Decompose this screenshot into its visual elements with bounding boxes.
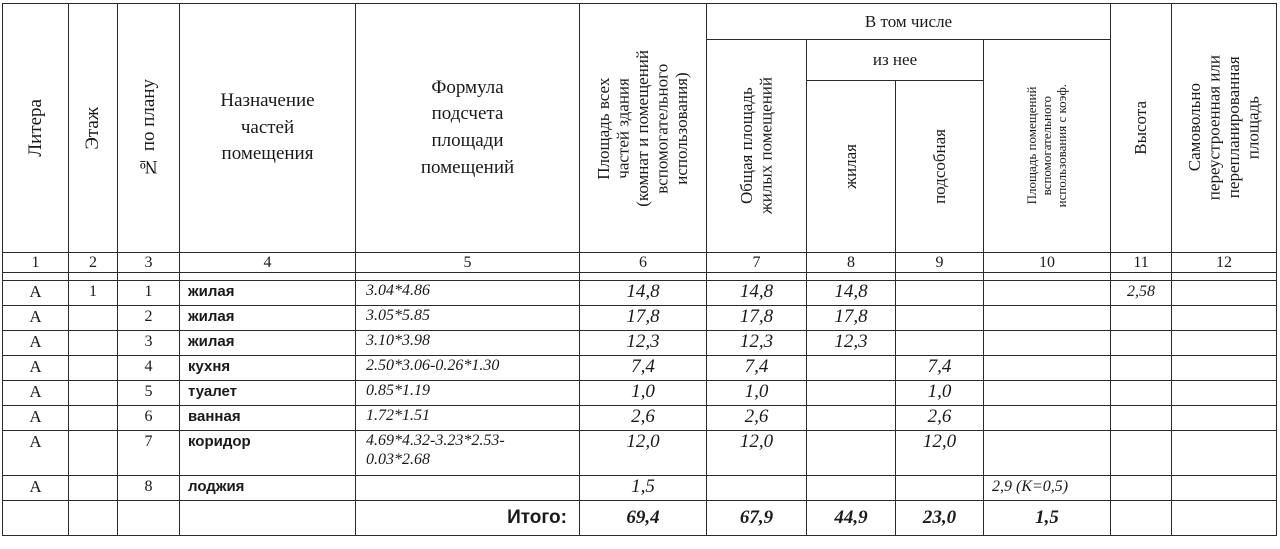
cell-total-area: 17,8 <box>580 306 707 331</box>
cell-aux: 7,4 <box>896 356 984 381</box>
table-row <box>3 406 1277 431</box>
col-number: 6 <box>580 253 707 273</box>
cell-coef <box>984 281 1111 306</box>
cell-litera: А <box>3 406 69 431</box>
cell-formula: 1.72*1.51 <box>356 406 580 431</box>
cell-living-total: 7,4 <box>707 356 807 381</box>
cell-living <box>807 356 896 381</box>
totals-aux: 23,0 <box>896 501 984 536</box>
col-number: 4 <box>180 253 356 273</box>
cell-aux <box>896 281 984 306</box>
cell-self-built <box>1172 406 1277 431</box>
table-row <box>3 381 1277 406</box>
cell-living <box>807 431 896 476</box>
cell-aux <box>896 476 984 501</box>
col-number: 10 <box>984 253 1111 273</box>
header-purpose: Назначение частей помещения <box>180 4 356 253</box>
cell-coef <box>984 356 1111 381</box>
cell-formula: 2.50*3.06-0.26*1.30 <box>356 356 580 381</box>
cell-room-name: кухня <box>180 356 356 381</box>
cell-coef: 2,9 (K=0,5) <box>984 476 1111 501</box>
header-self-built: Самовольно переустроенная или перепланированная площадь <box>1172 4 1277 253</box>
cell-total-area: 7,4 <box>580 356 707 381</box>
cell-living: 12,3 <box>807 331 896 356</box>
cell-plan-number: 5 <box>118 381 180 406</box>
cell-height <box>1111 306 1172 331</box>
cell-living <box>807 476 896 501</box>
cell-room-name: жилая <box>180 331 356 356</box>
cell-height <box>1111 406 1172 431</box>
totals-coef: 1,5 <box>984 501 1111 536</box>
cell-aux: 2,6 <box>896 406 984 431</box>
cell-floor <box>69 306 118 331</box>
cell-plan-number: 1 <box>118 281 180 306</box>
cell-floor <box>69 381 118 406</box>
room-area-table <box>2 3 1277 536</box>
col-number: 3 <box>118 253 180 273</box>
cell-plan-number: 8 <box>118 476 180 501</box>
cell-formula: 0.85*1.19 <box>356 381 580 406</box>
cell-formula: 3.10*3.98 <box>356 331 580 356</box>
cell-height <box>1111 356 1172 381</box>
cell-room-name: жилая <box>180 306 356 331</box>
cell-self-built <box>1172 331 1277 356</box>
col-number: 1 <box>3 253 69 273</box>
cell-aux <box>896 306 984 331</box>
col-number: 2 <box>69 253 118 273</box>
cell-litera: А <box>3 431 69 476</box>
cell-self-built <box>1172 306 1277 331</box>
cell-plan-number: 2 <box>118 306 180 331</box>
cell-self-built <box>1172 281 1277 306</box>
cell-aux: 12,0 <box>896 431 984 476</box>
cell-formula: 3.05*5.85 <box>356 306 580 331</box>
cell-aux: 1,0 <box>896 381 984 406</box>
cell-height <box>1111 381 1172 406</box>
header-aux-coef: Площадь помещений вспомогательного использования с коэф. <box>984 40 1111 253</box>
totals-living-total: 67,9 <box>707 501 807 536</box>
table-row <box>3 356 1277 381</box>
cell-coef <box>984 406 1111 431</box>
table-row <box>3 431 1277 476</box>
cell-litera: А <box>3 331 69 356</box>
cell-room-name: лоджия <box>180 476 356 501</box>
cell-litera: А <box>3 281 69 306</box>
cell-formula: 3.04*4.86 <box>356 281 580 306</box>
cell-room-name: коридор <box>180 431 356 476</box>
cell-plan-number: 4 <box>118 356 180 381</box>
cell-floor <box>69 406 118 431</box>
cell-floor <box>69 356 118 381</box>
cell-coef <box>984 431 1111 476</box>
col-number: 9 <box>896 253 984 273</box>
cell-height <box>1111 331 1172 356</box>
cell-height <box>1111 431 1172 476</box>
header-total-area: Площадь всех частей здания (комнат и помещений вспомогательного использования) <box>580 4 707 253</box>
cell-litera: А <box>3 306 69 331</box>
cell-living-total: 2,6 <box>707 406 807 431</box>
totals-label: Итого: <box>356 501 580 536</box>
cell-floor <box>69 476 118 501</box>
separator-row <box>3 273 1277 281</box>
totals-living: 44,9 <box>807 501 896 536</box>
cell-height: 2,58 <box>1111 281 1172 306</box>
cell-self-built <box>1172 431 1277 476</box>
cell-living-total: 12,3 <box>707 331 807 356</box>
cell-coef <box>984 381 1111 406</box>
cell-litera: А <box>3 356 69 381</box>
totals-total: 69,4 <box>580 501 707 536</box>
cell-plan-number: 6 <box>118 406 180 431</box>
cell-total-area: 1,5 <box>580 476 707 501</box>
totals-row <box>3 501 1277 536</box>
data-rows <box>3 281 1277 501</box>
cell-floor <box>69 431 118 476</box>
cell-formula: 4.69*4.32-3.23*2.53- 0.03*2.68 <box>356 431 580 476</box>
cell-total-area: 1,0 <box>580 381 707 406</box>
header-group-including: В том числе <box>707 4 1111 40</box>
header-living-total: Общая площадь жилых помещений <box>707 40 807 253</box>
cell-plan-number: 3 <box>118 331 180 356</box>
cell-living <box>807 406 896 431</box>
table-row <box>3 331 1277 356</box>
column-number-row <box>3 253 1277 273</box>
header-living: жилая <box>807 81 896 253</box>
cell-litera: А <box>3 476 69 501</box>
cell-coef <box>984 331 1111 356</box>
header-litera: Литера <box>3 4 69 253</box>
header-etazh: Этаж <box>69 4 118 253</box>
col-number: 7 <box>707 253 807 273</box>
cell-total-area: 14,8 <box>580 281 707 306</box>
cell-height <box>1111 476 1172 501</box>
col-number: 11 <box>1111 253 1172 273</box>
cell-living-total: 1,0 <box>707 381 807 406</box>
table-row <box>3 306 1277 331</box>
cell-room-name: ванная <box>180 406 356 431</box>
cell-living-total: 17,8 <box>707 306 807 331</box>
cell-formula <box>356 476 580 501</box>
cell-coef <box>984 306 1111 331</box>
cell-self-built <box>1172 356 1277 381</box>
cell-total-area: 2,6 <box>580 406 707 431</box>
cell-living <box>807 381 896 406</box>
header-subgroup: из нее <box>807 40 984 81</box>
cell-living-total: 12,0 <box>707 431 807 476</box>
cell-living: 14,8 <box>807 281 896 306</box>
header-formula: Формула подсчета площади помещений <box>356 4 580 253</box>
header-plan-number: № по плану <box>118 4 180 253</box>
col-number: 12 <box>1172 253 1277 273</box>
table-row <box>3 281 1277 306</box>
cell-self-built <box>1172 381 1277 406</box>
cell-room-name: жилая <box>180 281 356 306</box>
cell-floor <box>69 331 118 356</box>
table-row <box>3 476 1277 501</box>
header-auxiliary: подсобная <box>896 81 984 253</box>
cell-room-name: туалет <box>180 381 356 406</box>
cell-floor: 1 <box>69 281 118 306</box>
room-area-table-wrapper <box>2 3 1276 545</box>
cell-litera: А <box>3 381 69 406</box>
cell-living-total <box>707 476 807 501</box>
cell-total-area: 12,0 <box>580 431 707 476</box>
cell-total-area: 12,3 <box>580 331 707 356</box>
cell-aux <box>896 331 984 356</box>
col-number: 8 <box>807 253 896 273</box>
cell-living: 17,8 <box>807 306 896 331</box>
header-height: Высота <box>1111 4 1172 253</box>
cell-living-total: 14,8 <box>707 281 807 306</box>
cell-plan-number: 7 <box>118 431 180 476</box>
cell-self-built <box>1172 476 1277 501</box>
col-number: 5 <box>356 253 580 273</box>
